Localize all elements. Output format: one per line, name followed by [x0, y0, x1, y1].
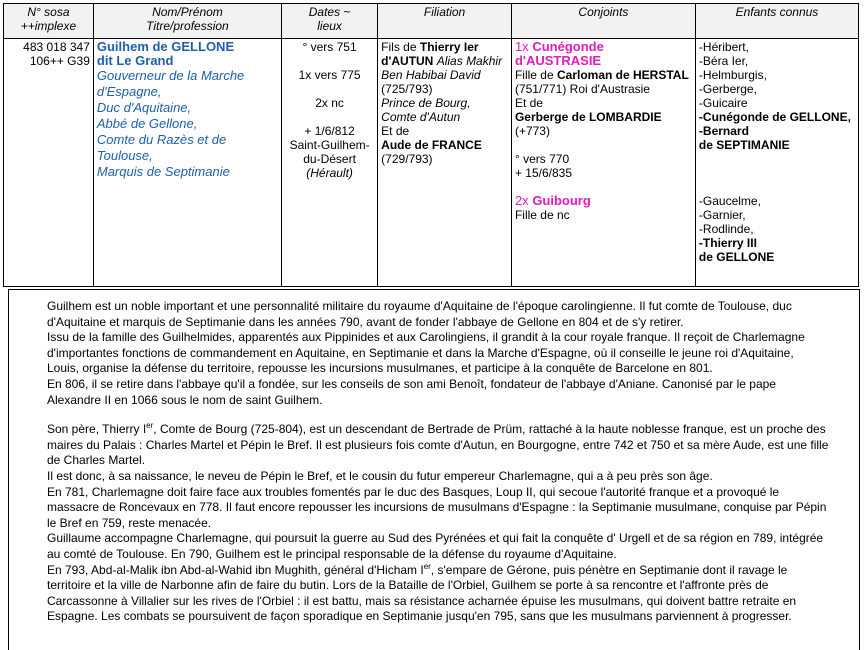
header-dates-line2: lieux	[317, 19, 342, 33]
spouse1-father: Carloman de HERSTAL	[556, 68, 689, 82]
child-item: -Thierry III	[698, 236, 757, 250]
name-cell	[93, 39, 281, 287]
bio-section-2	[9, 422, 859, 625]
spouse1-mother: Gerberge de LOMBARDIE	[514, 110, 662, 124]
bio-lead: En 793, Abd-al-Malik ibn Abd-al-Wahid ibn Mughith, général d'Hicham I	[47, 562, 424, 577]
spouse1-header	[515, 40, 692, 68]
spouse1-father-dates: (751/771) Roi d'Austrasie	[514, 82, 650, 96]
spouse2-fille: Fille de nc	[514, 208, 570, 222]
header-name-line1: Nom/Prénom	[152, 5, 223, 19]
header-sosa-line1: N° sosa	[27, 5, 70, 19]
bio-sup: er	[423, 561, 431, 571]
marriage1-date: 1x vers 775	[298, 68, 361, 82]
child-item: -Cunégonde de GELLONE,	[698, 110, 851, 124]
bio-paragraph: En 806, il se retire dans l'abbaye qu'il a fondée, sur les conseils de son ami Benoît, fondateur de l'abbaye d'Aniane. Canonisé par le pape Alexandre II en 1066 sous le nom de saint Guilhem.	[47, 376, 776, 407]
header-sosa	[4, 4, 94, 39]
marriage2-date: 2x nc	[315, 96, 344, 110]
fille-de-label: Fille de	[514, 68, 554, 82]
spouse2-name: Guibourg	[532, 193, 591, 208]
child-item: -Gerberge,	[698, 82, 757, 96]
header-conjoints: Conjoints	[511, 4, 695, 39]
bio-rest: , Comte de Bourg (725-804), est un descendant de Bertrade de Prüm, rattaché à la haute noblesse franque, est un proche des maires du Palais : Charles Martel et Pépin le Bref. Il est plusieurs fois comte d'Autun, en Bourgogne, entre 742 et 750 et sa mère Aude, est une fille de Charles Martel.	[47, 422, 829, 468]
child-item: -Garnier,	[698, 208, 746, 222]
spouse2-header	[515, 194, 692, 208]
child-item: -Rodlinde,	[698, 222, 754, 236]
mother-name: Aude de FRANCE	[381, 138, 482, 152]
child-item: -Guicaire	[698, 96, 748, 110]
spouse1-name: Cunégonde d'AUSTRASIE	[514, 39, 604, 68]
child-item: -Béra Ier,	[698, 54, 749, 68]
bio-sup: er	[146, 421, 154, 431]
header-dates	[282, 4, 378, 39]
father-alias: Makhir Ben Habibai David	[381, 54, 503, 82]
bio-rest: , s'empare de Gérone, puis pénètre en Septimanie dont il ravage le territoire et la ville de Narbonne afin de faire du butin. Lors de la Bataille de l'Orbiel, Guilhem se porte à sa rencontre et l'affronte près de Carcassonne à Villalier sur les rives de l'Orbiel : il est battu, mais sa résistance acharnée épuise les musulmans, qui doivent battre retraite en Espagne. Les combats se poursuivent de façon sporadique en Septimanie jusqu'en 795, sans que les musulmans parviennent à progresser.	[47, 562, 797, 624]
bio-paragraph: Guillaume accompagne Charlemagne, qui poursuit la guerre au Sud des Pyrénées et qui fait la conquête d' Urgell et de sa région en 789, intégrée au comté de Toulouse. En 790, Guilhem est le principal responsable de la défense du royaume d'Aquitaine.	[47, 531, 824, 561]
alias-label: Alias	[436, 54, 463, 68]
person-title: Comte du Razès et de Toulouse,	[96, 132, 227, 163]
bio-paragraph: Il est donc, à sa naissance, le neveu de Pépin le Bref, et le cousin du futur empereur Charlemagne, qui a à peu près son âge.	[47, 468, 713, 483]
header-name	[93, 4, 281, 39]
spouse2-prefix: 2x	[514, 193, 529, 208]
bio-lead: Son père, Thierry I	[47, 422, 147, 437]
enfants-cell	[695, 39, 858, 287]
person-nickname: dit Le Grand	[96, 53, 174, 68]
spouse1-et-label: Et de	[514, 96, 543, 110]
fils-de-label: Fils de	[381, 40, 417, 54]
filiation-cell	[378, 39, 512, 287]
genealogy-table	[3, 3, 859, 287]
dates-cell	[282, 39, 378, 287]
et-de-label: Et de	[381, 124, 410, 138]
child-item: -Bernard	[698, 124, 749, 138]
child-item: -Héribert,	[698, 40, 749, 54]
spouse1-mother-dates: (+773)	[514, 124, 550, 138]
spouse1-parents	[515, 68, 692, 96]
father-line	[381, 40, 508, 96]
spouse1-birth: ° vers 770	[514, 152, 570, 166]
header-filiation: Filiation	[378, 4, 512, 39]
person-title: Abbé de Gellone,	[96, 116, 198, 131]
sosa-number: 483 018 347	[23, 40, 90, 54]
child-item: de SEPTIMANIE	[698, 138, 790, 152]
bio-paragraph: En 781, Charlemagne doit faire face aux troubles fomentés par le duc des Basques, Loup II, qui secoue l'autorité franque et a provoqué le massacre de Roncevaux en 778. Il faut encore repousser les incursions de musulmans d'Espagne : la Septimanie musulmane, conquise par Pépin le Bref en 759, reste menacée.	[47, 484, 827, 530]
conjoints-cell	[511, 39, 695, 287]
child-item: -Helmburgis,	[698, 68, 767, 82]
bio-paragraph	[9, 422, 859, 469]
biography-box	[8, 289, 860, 650]
death-date: + 1/6/812	[304, 124, 355, 138]
header-sosa-line2: ++implexe	[20, 19, 77, 33]
death-dept: (Hérault)	[306, 166, 353, 180]
sosa-cell	[4, 39, 94, 287]
header-dates-line1: Dates ~	[308, 5, 351, 19]
person-name: Guilhem de GELLONE	[96, 39, 235, 54]
death-place: Saint-Guilhem-du-Désert	[289, 138, 370, 166]
person-title: Marquis de Septimanie	[96, 164, 230, 179]
person-row	[4, 39, 859, 287]
person-title: Gouverneur de la Marche d'Espagne,	[96, 68, 245, 99]
birth-date: ° vers 751	[302, 40, 357, 54]
bio-section-1	[9, 299, 859, 408]
bio-paragraph: Guilhem est un noble important et une personnalité militaire du royaume d'Aquitaine de l'époque carolingienne. Il fut comte de Toulouse, duc d'Aquitaine et marquis de Septimanie dans les années 790, avant de fonder l'abbaye de Gellone en 804 et de s'y retirer.	[47, 299, 792, 329]
header-enfants: Enfants connus	[695, 4, 858, 39]
father-dates: (725/793)	[381, 82, 433, 96]
mother-dates: (729/793)	[381, 152, 433, 166]
father-name: Thierry Ier d'AUTUN	[381, 40, 479, 68]
bio-paragraph	[9, 563, 859, 625]
implexe-number: 106++ G39	[29, 54, 90, 68]
child-item: de GELLONE	[698, 250, 775, 264]
header-row	[4, 4, 859, 39]
header-name-line2: Titre/profession	[146, 19, 229, 33]
spouse1-death: + 15/6/835	[514, 166, 573, 180]
child-item: -Gaucelme,	[698, 194, 761, 208]
bio-paragraph: Issu de la famille des Guilhelmides, apparentés aux Pippinides et aux Carolingiens, il grandit à la cour royale franque. Il reçoit de Charlemagne d'importantes fonctions de commandement en Aquitaine, en Septimanie et dans la Marche d'Espagne, où il conseille le jeune roi d'Aquitaine, Louis, organise la défense du territoire, repousse les incursions musulmanes, et participe à la conquête de Barcelone en 801.	[47, 330, 805, 376]
father-title: Prince de Bourg, Comte d'Autun	[381, 96, 471, 124]
person-title: Duc d'Aquitaine,	[96, 100, 192, 115]
spouse1-prefix: 1x	[514, 39, 529, 54]
